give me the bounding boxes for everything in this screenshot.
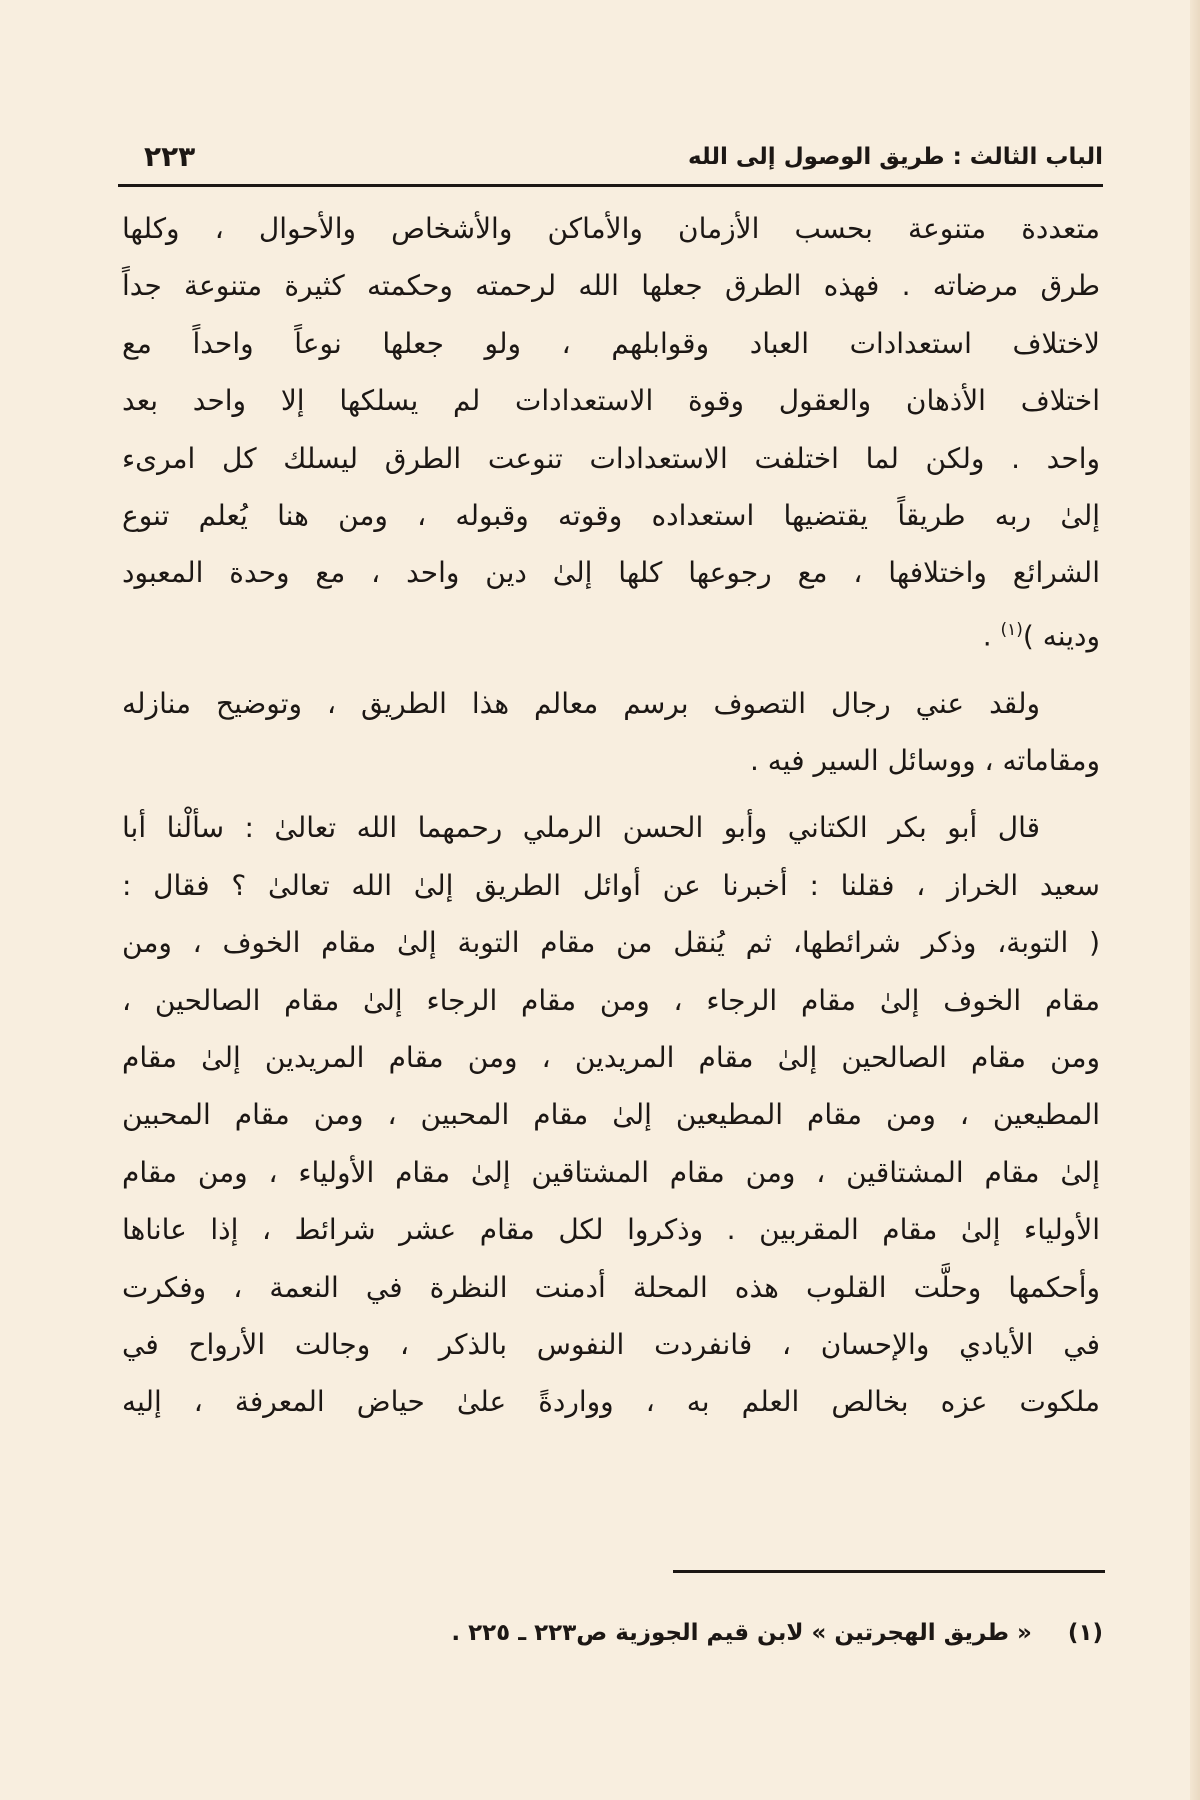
page-header <box>118 138 1103 184</box>
text-line: الأولياء إلىٰ مقام المقربين . وذكروا لكل مقام عشر شرائط ، إذا عاناها <box>122 1213 1100 1247</box>
text-line: ومن مقام الصالحين إلىٰ مقام المريدين ، ومن مقام المريدين إلىٰ مقام <box>122 1041 1100 1075</box>
text-line: لاختلاف استعدادات العباد وقوابلهم ، ولو جعلها نوعاً واحداً مع <box>122 326 1100 360</box>
paragraph <box>122 675 1100 790</box>
text-line: إلىٰ مقام المشتاقين ، ومن مقام المشتاقين إلىٰ مقام الأولياء ، ومن مقام <box>122 1155 1100 1189</box>
text-line: المطيعين ، ومن مقام المطيعين إلىٰ مقام المحبين ، ومن مقام المحبين <box>122 1098 1100 1132</box>
footnote <box>300 1620 1103 1646</box>
footnote-rule <box>673 1570 1105 1573</box>
text-line: وأحكمها وحلَّت القلوب هذه المحلة أدمنت النظرة في النعمة ، وفكرت <box>122 1270 1100 1304</box>
text-line: الشرائع واختلافها ، مع رجوعها كلها إلىٰ دين واحد ، مع وحدة المعبود <box>122 556 1100 590</box>
text-line: ملكوت عزه بخالص العلم به ، وواردةً علىٰ حياض المعرفة ، إليه <box>122 1385 1100 1419</box>
text-line: اختلاف الأذهان والعقول وقوة الاستعدادات لم يسلكها إلا واحد بعد <box>122 384 1100 418</box>
footnote-reference[interactable]: (١) <box>1000 619 1023 640</box>
text-line: ومقاماته ، ووسائل السير فيه . <box>749 743 1100 777</box>
paragraph <box>122 200 1100 665</box>
page-number: ٢٢٣ <box>144 140 196 173</box>
text-line: طرق مرضاته . فهذه الطرق جعلها الله لرحمته وحكمته كثيرة متنوعة جداً <box>122 269 1100 303</box>
body-text <box>122 200 1100 1431</box>
text-line: إلىٰ ربه طريقاً يقتضيها استعداده وقوته وقبوله ، ومن هنا يُعلم تنوع <box>122 499 1100 533</box>
text-line: ولقد عني رجال التصوف برسم معالم هذا الطريق ، وتوضيح منازله <box>122 686 1040 720</box>
footnote-text: « طريق الهجرتين » لابن قيم الجوزية ص٢٢٣ ـ ٢٢٥ . <box>451 1620 1032 1646</box>
page-edge <box>1190 0 1200 1800</box>
text-line: قال أبو بكر الكتاني وأبو الحسن الرملي رحمهما الله تعالىٰ : سألْنا أبا <box>122 811 1040 845</box>
text-line: مقام الخوف إلىٰ مقام الرجاء ، ومن مقام الرجاء إلىٰ مقام الصالحين ، <box>122 983 1100 1017</box>
text-line: سعيد الخراز ، فقلنا : أخبرنا عن أوائل الطريق إلىٰ الله تعالىٰ ؟ فقال : <box>122 868 1100 902</box>
text-line <box>122 602 1100 665</box>
running-title: الباب الثالث : طريق الوصول إلى الله <box>688 144 1103 170</box>
text-line: واحد . ولكن لما اختلفت الاستعدادات تنوعت الطرق ليسلك كل امرىء <box>122 441 1100 475</box>
header-rule <box>118 184 1103 187</box>
footnote-marker: (١) <box>1067 1620 1103 1646</box>
text-segment: . <box>982 619 1001 653</box>
text-line: متعددة متنوعة بحسب الأزمان والأماكن والأشخاص والأحوال ، وكلها <box>122 212 1100 245</box>
text-segment: ودينه ) <box>1022 619 1100 653</box>
text-line: ( التوبة، وذكر شرائطها، ثم يُنقل من مقام التوبة إلىٰ مقام الخوف ، ومن <box>122 926 1100 960</box>
paragraph <box>122 799 1100 1430</box>
text-line: في الأيادي والإحسان ، فانفردت النفوس بالذكر ، وجالت الأرواح في <box>122 1328 1100 1362</box>
